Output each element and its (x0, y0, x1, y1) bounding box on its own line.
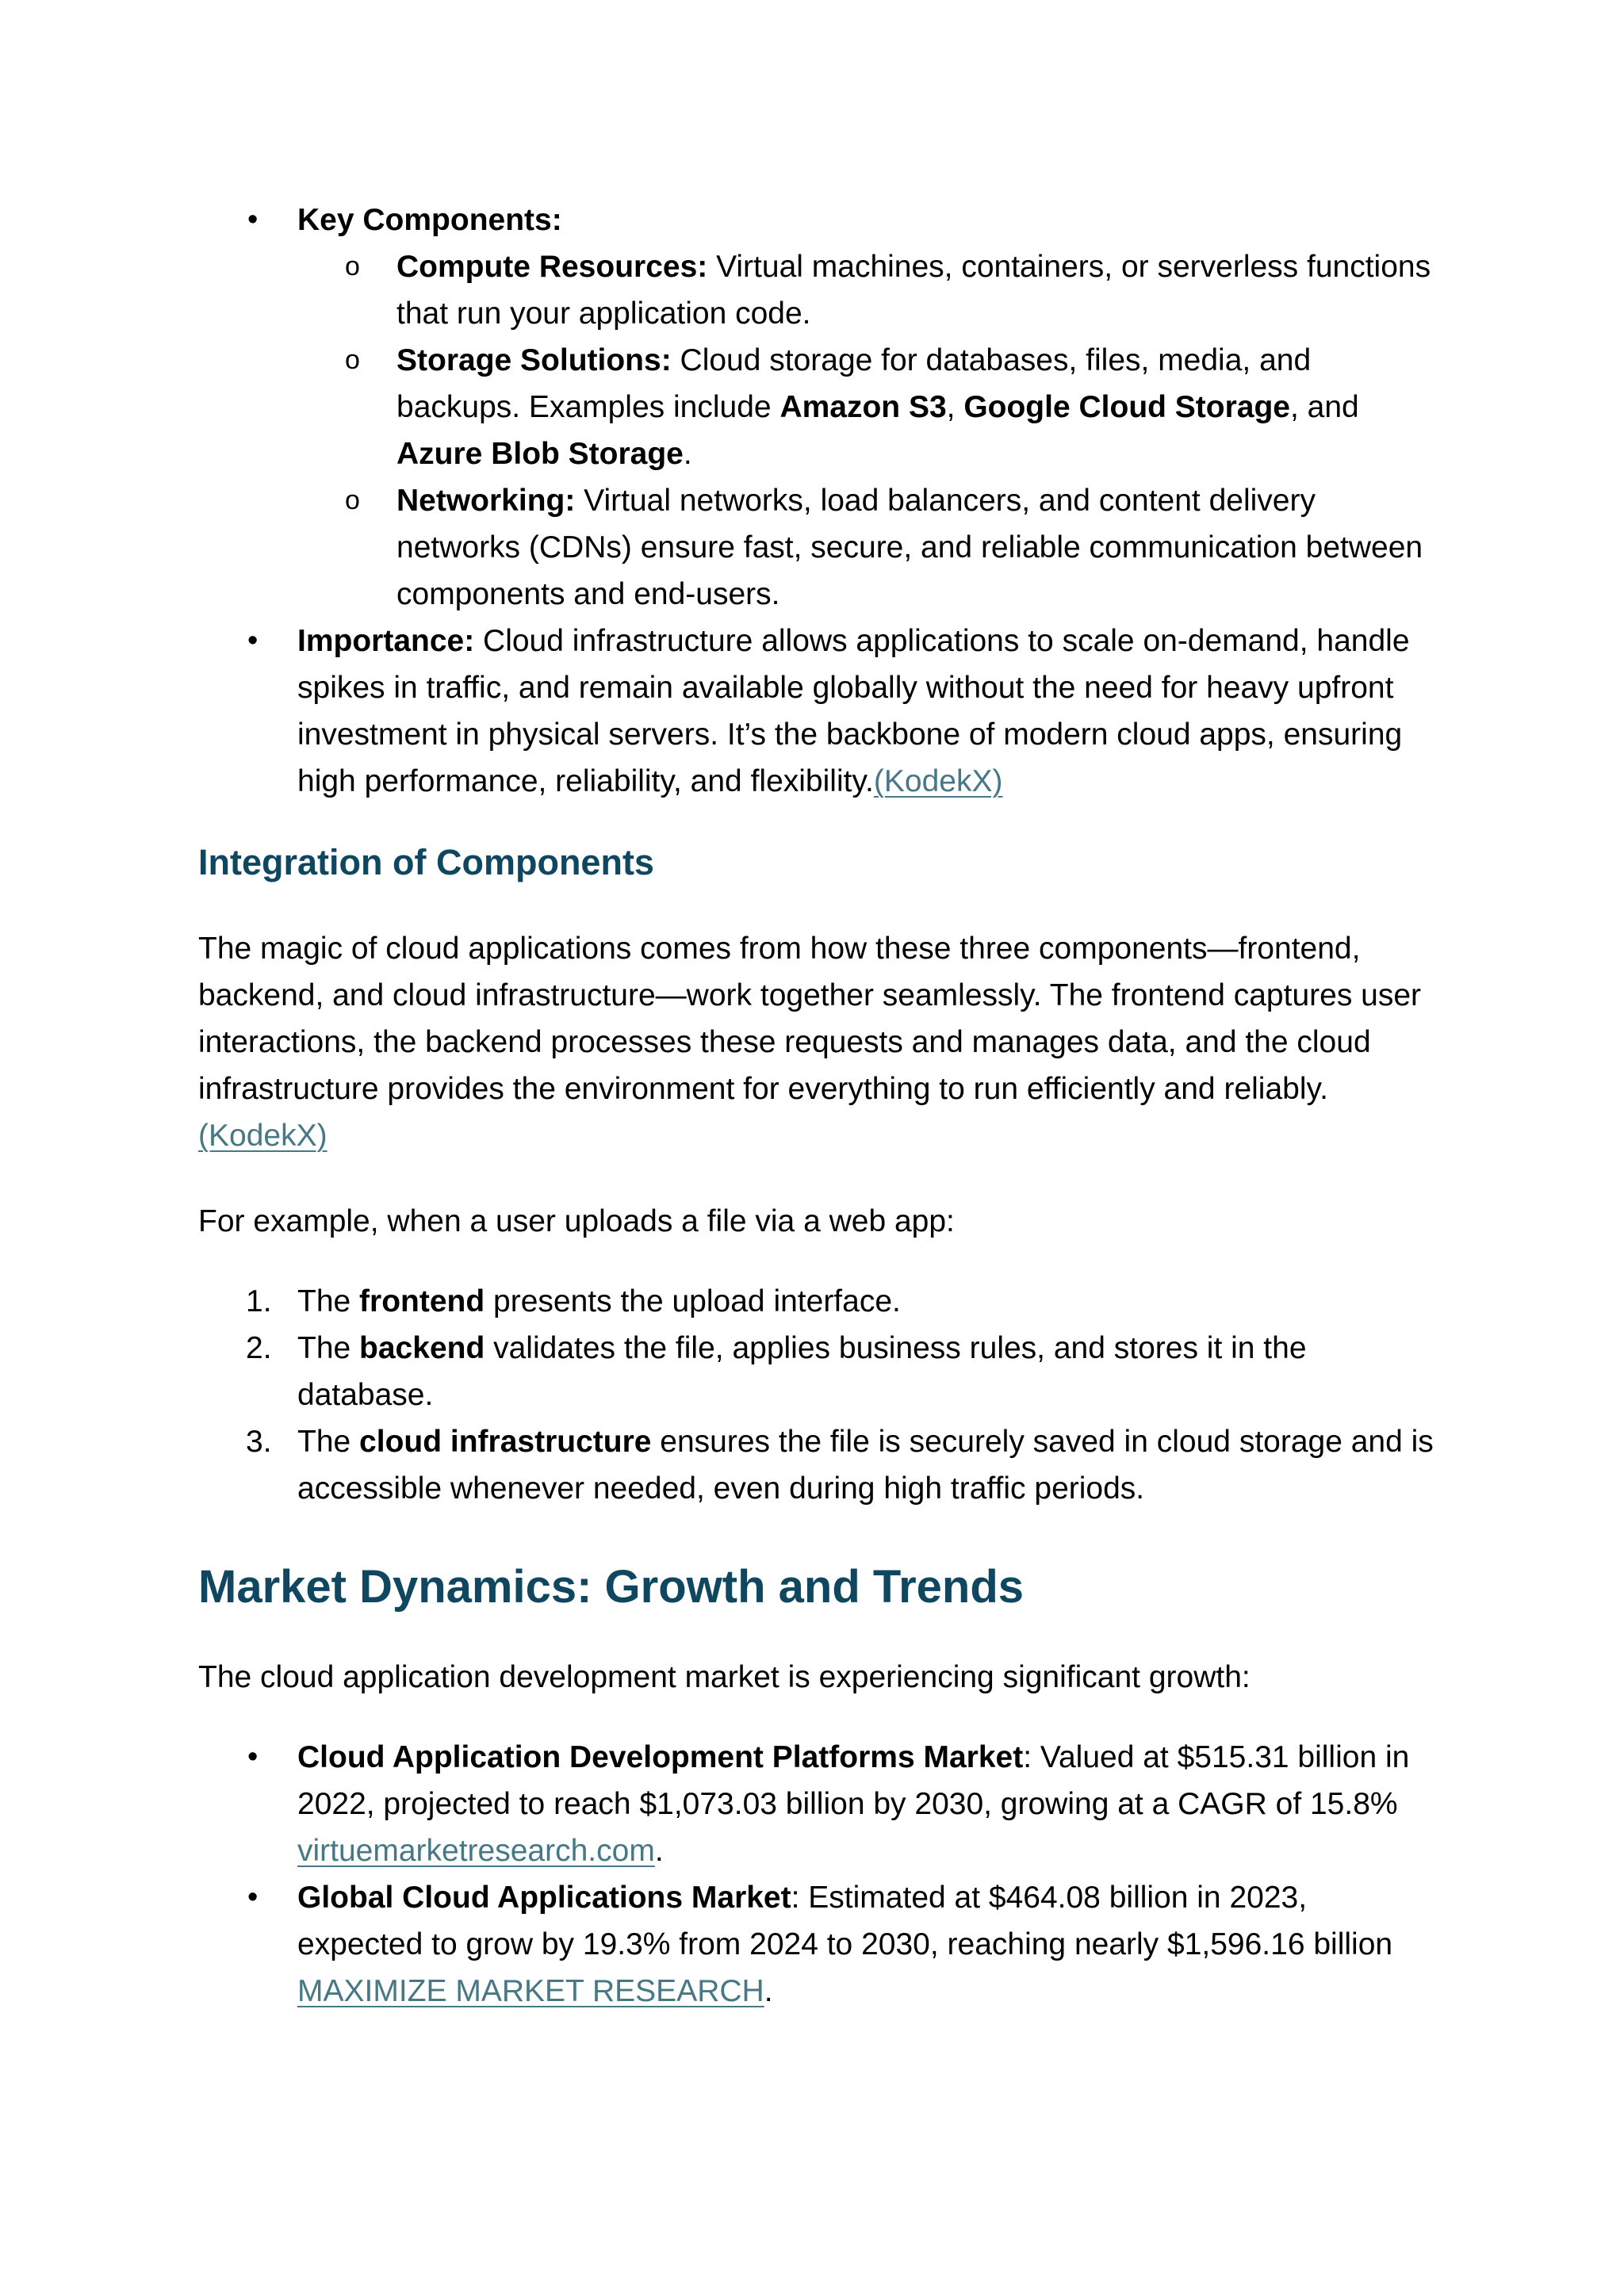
kodekx-link[interactable]: (KodekX) (873, 764, 1003, 798)
global-market-label: Global Cloud Applications Market (297, 1881, 791, 1915)
list-item-storage-solutions (198, 337, 1435, 477)
storage-solutions-text: Cloud storage for databases, files, media, and backups. Examples include (396, 343, 1312, 424)
integration-heading: Integration of Components (198, 842, 654, 882)
integration-text: The magic of cloud applications comes from how these three components—frontend, backend, and cloud infrastructure—work together seamlessly. The frontend captures user interactions, the backend processes these requests and manages data, and the cloud infrastructure provides the environment for everything to run efficiently and reliably. (198, 932, 1422, 1106)
step-number: 2. (246, 1331, 272, 1365)
list-item-importance (198, 618, 1435, 805)
upload-steps-list (198, 1278, 1435, 1512)
step-text: ensures the file is securely saved in cloud storage and is accessible whenever needed, even during high traffic periods. (297, 1425, 1434, 1506)
separator: , (946, 390, 964, 424)
list-item-step-backend (198, 1325, 1435, 1418)
networking-label: Networking: (396, 484, 576, 518)
list-item-platforms-market (198, 1734, 1435, 1874)
example-intro: For example, when a user uploads a file via a web app: (198, 1204, 955, 1238)
step-term: backend (359, 1331, 485, 1365)
amazon-s3-term: Amazon S3 (779, 390, 947, 424)
market-heading: Market Dynamics: Growth and Trends (198, 1561, 1025, 1613)
circle-glyph: o (345, 251, 360, 281)
step-text: validates the file, applies business rules, and stores it in the database. (297, 1331, 1307, 1412)
market-intro: The cloud application development market is experiencing significant growth: (198, 1660, 1251, 1694)
networking-text: Virtual networks, load balancers, and content delivery networks (CDNs) ensure fast, secure, and reliable communication between components and end-users. (396, 484, 1423, 611)
step-number: 3. (246, 1425, 272, 1459)
circle-glyph: o (345, 485, 360, 515)
importance-label: Importance: (297, 624, 475, 658)
azure-blob-storage-term: Azure Blob Storage (396, 437, 684, 471)
storage-solutions-label: Storage Solutions: (396, 343, 672, 377)
virtuemarketresearch-link[interactable]: virtuemarketresearch.com (297, 1834, 655, 1868)
step-text: The (297, 1284, 360, 1318)
key-components-label: Key Components: (297, 203, 562, 237)
circle-glyph: o (345, 345, 360, 375)
bullet-glyph: • (247, 203, 259, 236)
list-item-key-components (198, 197, 1435, 243)
list-item-networking (198, 477, 1435, 618)
importance-text: Cloud infrastructure allows applications to scale on-demand, handle spikes in traffic, and remain available globally without the need for heavy upfront investment in physical servers. It’s the backbone of modern cloud apps, ensuring high performance, reliability, and flexibility. (297, 624, 1410, 798)
platforms-market-label: Cloud Application Development Platforms Market (297, 1740, 1024, 1774)
step-text: The (297, 1331, 360, 1365)
kodekx-link[interactable]: (KodekX) (198, 1119, 327, 1153)
list-item-global-market (198, 1874, 1435, 2015)
google-cloud-storage-term: Google Cloud Storage (963, 390, 1290, 424)
period: . (683, 437, 692, 471)
bullet-glyph: • (247, 1881, 259, 1914)
compute-resources-text: Virtual machines, containers, or serverless functions that run your application code. (396, 250, 1431, 331)
step-term: cloud infrastructure (359, 1425, 652, 1459)
list-item-compute-resources (198, 243, 1435, 337)
bullet-glyph: • (247, 1740, 259, 1774)
step-term: frontend (359, 1284, 485, 1318)
maximize-market-research-link[interactable]: MAXIMIZE MARKET RESEARCH (297, 1974, 764, 2008)
step-text: presents the upload interface. (485, 1284, 901, 1318)
compute-resources-label: Compute Resources: (396, 250, 708, 284)
step-text: The (297, 1425, 360, 1459)
list-item-step-cloud-infrastructure (198, 1418, 1435, 1512)
integration-paragraph (198, 925, 1435, 1159)
global-market-text: : Estimated at $464.08 billion in 2023, expected to grow by 19.3% from 2024 to 2030, reaching nearly $1,596.16 billion (297, 1881, 1393, 1961)
list-item-step-frontend (198, 1278, 1435, 1325)
document-page (198, 197, 1435, 2015)
period: . (764, 1974, 773, 2008)
step-number: 1. (246, 1284, 272, 1318)
separator: , and (1290, 390, 1359, 424)
period: . (654, 1834, 664, 1868)
cloud-infrastructure-list (198, 197, 1435, 805)
platforms-market-text: : Valued at $515.31 billion in 2022, projected to reach $1,073.03 billion by 2030, growing at a CAGR of 15.8% (297, 1740, 1410, 1821)
market-list (198, 1734, 1435, 2015)
bullet-glyph: • (247, 624, 259, 657)
